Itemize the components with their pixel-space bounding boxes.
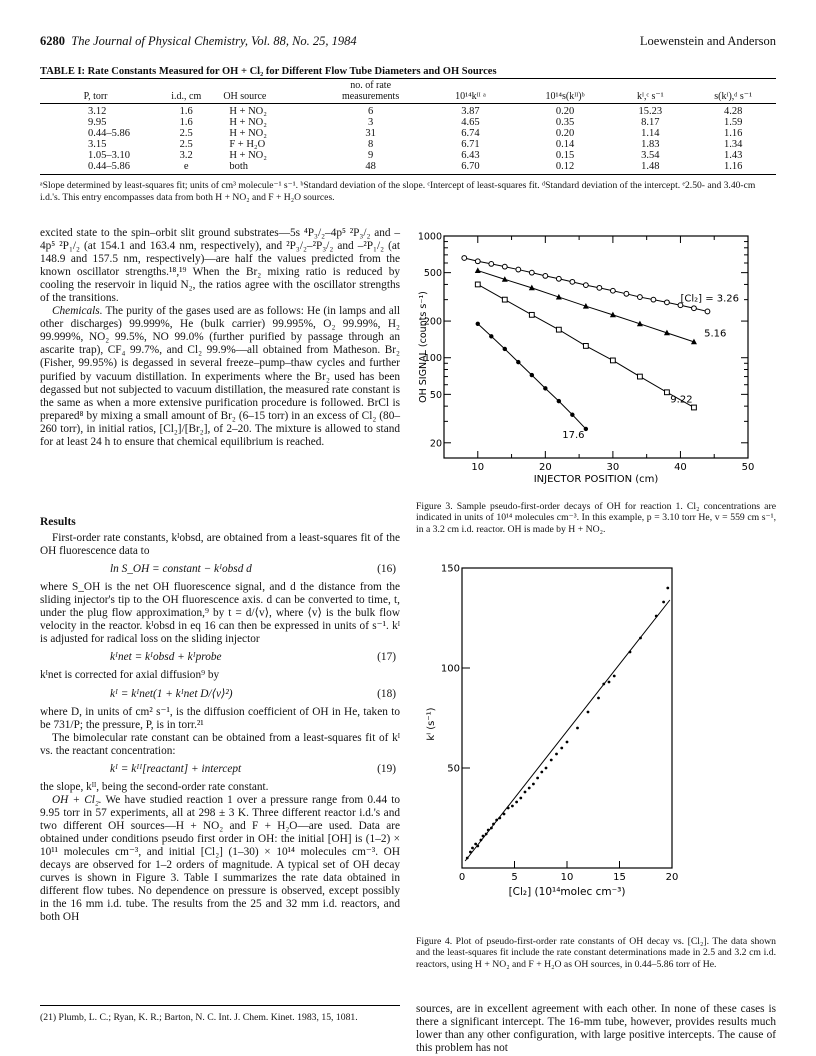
paragraph-sources: sources, are in excellent agreement with each other. In none of these cases is there a significant intercept. The 16-mm tube, however, provides results much lower than any other configuration, with large positive intercepts. The cause of this problem has not [416,1003,776,1055]
table-cell: 0.14 [555,139,575,150]
table-cell: 9 [367,150,374,161]
table-cell: 1.34 [723,139,743,150]
y-tick-label: 150 [440,563,460,575]
x-axis-label: INJECTOR POSITION (cm) [533,474,659,485]
data-point [511,805,514,808]
x-tick-label: 20 [665,872,679,883]
table-cell: 6.43 [461,150,480,161]
table-cell: 6.70 [421,161,520,175]
data-point [560,747,563,750]
equation-16 [40,563,400,576]
data-point [587,711,590,714]
table-cell: 1.6 [179,117,193,128]
table-row [40,104,776,118]
x-tick-label: 10 [471,462,485,473]
table-row [40,128,776,139]
figure-4-caption: Figure 4. Plot of pseudo-first-order rate constants of OH decay vs. [Cl₂]. The data shown and the least-squares fit include the rate constant determinations made in 2.5 and 3.2 cm i.d. reactors, using H + NO₂ and F + H₂O as OH sources, in 0.44–5.86 torr of He. [416,936,776,970]
paragraph-slope: the slope, kᴵᴵ, being the second-order rate constant. [40,780,269,793]
table-cell: 1.6 [179,106,193,117]
paragraph-signal: where S_OH is the net OH fluorescence signal, and d the distance from the sliding injector's tip to the OH fluorescence axis. d can be converted to time, t, under the plug flow approximation,⁹ by t = d/⟨v⟩, where ⟨v⟩ is the bulk flow velocity in the reactor. kᴵobsd in eq 16 can then be expressed in units of s⁻¹. kᴵ is adjusted for radical loss on the sliding injector [40,581,400,646]
y-axis-label: kᴵ (s⁻¹) [426,707,437,741]
table-column-header: 10¹⁴kᴵᴵ ᵃ [421,79,520,104]
table-cell: 0.20 [555,128,575,139]
equation-16-number: (16) [377,563,396,576]
data-point [536,777,539,780]
table-cell: 2.5 [179,139,193,150]
data-point [610,358,615,363]
data-point [487,829,490,832]
table-cell: 0.20 [555,106,575,117]
data-point [476,322,480,326]
data-point [638,374,643,379]
data-point [692,306,697,311]
data-point [489,334,493,338]
data-point [638,295,643,300]
table-cell: 8 [367,139,374,150]
table-cell: 1.16 [690,161,776,175]
rate-constant-table [40,78,776,175]
table-cell: 6.71 [461,139,480,150]
table-row [40,161,776,175]
table-cell: 0.44–5.86 [88,128,130,139]
y-tick-label: 100 [423,353,442,365]
data-point [583,344,588,349]
data-point [540,771,543,774]
table-cell: 3.15 [88,139,107,150]
data-point [528,787,531,790]
table-cell: 15.23 [638,106,663,117]
equation-18-body: kᴵ = kᴵnet(1 + kᴵnet D/⟨v⟩²) [110,687,233,700]
data-point [495,819,498,822]
table-cell: 0.44–5.86 [40,161,151,175]
table-cell: 3.12 [88,106,107,117]
table-header-row [40,79,776,104]
table-cell: 0.12 [520,161,610,175]
data-point [529,270,534,275]
data-point [489,261,494,266]
page-header [40,34,776,49]
data-point [665,300,670,305]
figure-3-caption: Figure 3. Sample pseudo-first-order decays of OH for reaction 1. Cl₂ concentrations are indicated in units of 10¹⁴ molecules cm⁻³. In this example, p = 3.10 torr He, v = 559 cm s⁻¹, in a 3.2 cm i.d. reactor. OH is made by H + NO₂. [416,501,776,535]
data-point [555,753,558,756]
table-column-header: i.d., cm [151,79,221,104]
y-tick-label: 200 [423,316,442,328]
x-tick-label: 0 [458,872,466,883]
table-cell: 6 [367,106,374,117]
paragraph-diffusion: where D, in units of cm² s⁻¹, is the diffusion coefficient of OH in He, taken to be 731/P; the pressure, P, is in torr.²¹ [40,705,400,731]
paragraph-chemicals [40,305,400,449]
y-tick-label: 20 [429,438,442,450]
data-point [490,827,493,830]
data-point [475,259,480,264]
table-column-header: no. of rate measurements [320,79,421,104]
x-tick-label: 10 [560,872,574,883]
paragraph-oscillator: excited state to the spin–orbit slit ground substrates—5s ⁴P₃/₂–4p⁵ ²P₃/₂ and –4p⁵ ²P₁/₂ (at 154.1 and 163.4 nm, respectively), and ²P₃/₂–²P₃/₂ and –²P₁/₂ (at 148.9 and 157.5 nm, respectively)—are half the values predicted from the known oscillator strengths.¹⁸,¹⁹ When the Br₂ mixing ratio is reduced by cooling the reservoir in liquid N₂, the ratios agree with the oscillator strengths of the transitions. [40,227,400,305]
x-tick-label: 5 [511,872,518,883]
data-point [624,291,629,296]
y-tick-label: 50 [429,389,442,401]
data-point [651,297,656,302]
data-point [639,637,642,640]
data-point [629,651,632,654]
journal-title: The Journal of Physical Chemistry, Vol. 88, No. 25, 1984 [71,34,357,48]
series-label: 9.22 [670,394,693,406]
chemicals-lead: Chemicals. [52,305,103,318]
table-cell: H + NO₂ [229,150,267,161]
table-cell: 3.2 [179,150,193,161]
paragraph-bimolecular: The bimolecular rate constant can be obtained from a least-squares fit of kᴵ vs. the reactant concentration: [40,731,400,757]
x-tick-label: 40 [674,462,687,473]
data-point [583,283,588,288]
data-point [532,783,535,786]
chemicals-text: The purity of the gases used are as follows: He (in lamps and all other discharges) 99.999%, He (bulk carrier) 99.995%, O₂ 99.99%, H₂ 99.999%, NO₂ 99.5%, NO 99.0% (further purified by passage through an ascarite trap), CF₄ 99.7%, and Cl₂ 99.9%—all obtained from Matheson. Br₂ (Fisher, 99.95%) is degassed in several freeze–pump–thaw cycles and further purified by vacuum distillation. In experiments where the Br₂ used has been degassed but not subjected to vacuum distillation, the measured rate constant is the same as when a more extensive purification procedure is followed. BrCl is prepared⁸ by mixing a small amount of Br₂ (6–15 torr) in an excess of Cl₂ (80–260 torr), in initial ratios, [Cl₂]/[Br₂], of 2–20. The mixture is allowed to stand for at least 24 h to ensure that chemical equilibrium is reached. [40,305,400,448]
table-cell: H + NO₂ [229,106,267,117]
equation-17-number: (17) [377,651,396,664]
data-point [466,857,469,860]
data-point [471,847,474,850]
data-point [507,807,510,810]
x-axis-label: [Cl₂] (10¹⁴molec cm⁻³) [508,886,626,898]
table-cell: 0.15 [555,150,575,161]
y-tick-label: 1000 [417,231,442,243]
table-cell: 1.16 [723,128,743,139]
equation-16-body: ln S_OH = constant − kᴵobsd d [110,563,252,576]
y-tick-label: 100 [440,663,460,675]
data-point [503,813,506,816]
table-cell: 6.74 [461,128,480,139]
x-tick-label: 20 [538,462,552,473]
data-point [485,833,488,836]
table-row [40,117,776,128]
table-column-header: 10¹⁴s(kᴵᴵ)ᵇ [520,79,610,104]
table-cell: 1.83 [641,139,660,150]
y-tick-label: 500 [423,268,442,280]
data-point [566,741,569,744]
data-point [475,282,480,287]
data-point [529,312,534,317]
data-point [519,797,522,800]
results-heading: Results [40,516,76,528]
table-cell: H + NO₂ [229,117,267,128]
table-cell: both [221,161,320,175]
data-point [524,791,527,794]
left-column-top [40,227,400,449]
table-cell: 1.48 [610,161,690,175]
table-cell: e [151,161,221,175]
table-cell: H + NO₂ [229,128,267,139]
paragraph-oh-cl2 [40,794,400,924]
table-cell: 1.43 [723,150,743,161]
y-axis-label: OH SIGNAL (counts s⁻¹) [418,291,429,403]
data-point [665,390,670,395]
table-caption: TABLE I: Rate Constants Measured for OH + Cl₂ for Different Flow Tube Diameters and OH Sources [40,66,497,77]
x-tick-label: 15 [613,872,626,883]
fit-line [465,600,670,861]
paragraph-first-order: First-order rate constants, kᴵobsd, are obtained from a least-squares fit of the OH fluorescence data to [40,532,400,558]
equation-19-number: (19) [377,762,396,775]
table-column-header: s(kᴵ),ᵈ s⁻¹ [690,79,776,104]
data-point [610,288,615,293]
data-point [516,360,520,364]
figure-4-chart [416,560,776,932]
series-label: 17.6 [562,429,585,441]
x-tick-label: 30 [606,462,620,473]
data-point [476,845,479,848]
table-cell: F + H₂O [229,139,266,150]
table-row [40,139,776,150]
data-point [543,274,548,279]
data-point [666,587,669,590]
table-cell: 3.54 [641,150,660,161]
data-point [556,327,561,332]
footnote-reference-21: (21) Plumb, L. C.; Ryan, K. R.; Barton, N. C. Int. J. Chem. Kinet. 1983, 15, 1081. [40,1005,400,1024]
data-point [462,256,467,261]
figure-3-chart [416,228,776,500]
data-point [502,264,507,269]
table-cell: 2.5 [179,128,193,139]
data-point [469,851,472,854]
data-point [475,267,481,273]
table-column-header: OH source [221,79,320,104]
table-cell: 48 [320,161,421,175]
y-tick-label: 50 [447,763,460,775]
table-row [40,150,776,161]
data-point [570,279,575,284]
equation-19-body: kᴵ = kᴵᴵ[reactant] + intercept [110,762,242,775]
equation-19 [40,763,400,776]
running-authors: Loewenstein and Anderson [639,34,776,48]
data-point [482,835,485,838]
equation-17-body: kᴵnet = kᴵobsd + kᴵprobe [110,651,222,664]
data-point [516,267,521,272]
table-cell: 1.14 [641,128,660,139]
x-tick-label: 50 [741,462,755,473]
series-label: [Cl₂] = 3.26 [680,293,740,305]
table-cell: 3.87 [461,106,480,117]
data-point [550,759,553,762]
data-point [515,801,518,804]
data-point [597,285,602,290]
data-point [613,675,616,678]
data-point [655,615,658,618]
data-point [608,681,611,684]
data-point [545,767,548,770]
data-point [498,817,501,820]
oh-cl2-text: We have studied reaction 1 over a pressure range from 0.44 to 9.95 torr in 57 experiments, all at 298 ± 3 K. Three different reactor i.d.'s and two different OH sources—H + NO₂ and F + H₂O—are used. Data are obtained under conditions pseudo first order in OH: the initial [OH] is (1–2) × 10¹¹ molecules cm⁻³, and initial [Cl₂] (1–30) × 10¹⁴ molecules cm⁻³. OH decays are observed for 1–2 orders of magnitude. A typical set of OH decay curves is shown in Figure 3. Table I summarizes the rate data obtained in different flow tubes. No dependence on pressure is observed, except possibly in the 16 mm i.d. tube. The results from the 25 and 32 mm i.d. reactors, and both OH [40,793,401,924]
data-point [480,839,483,842]
table-cell: 0.35 [555,117,575,128]
oh-cl2-lead: OH + Cl₂. [52,793,102,806]
data-point [570,413,574,417]
series-label: 5.16 [704,328,727,340]
data-point [662,601,665,604]
table-footnote: ᵃSlope determined by least-squares fit; units of cm³ molecule⁻¹ s⁻¹. ᵇStandard deviation of the slope. ᶜIntercept of least-squares fit. ᵈStandard deviation of the intercept. ᵉ2.50- and 3.40-cm i.d.'s. This entry encompasses data from both H + NO₂ and F + H₂O sources. [40,180,756,203]
data-point [503,347,507,351]
data-point [556,276,561,281]
plot-frame [444,236,748,458]
table-cell: 9.95 [88,117,107,128]
table-cell: 31 [365,128,376,139]
data-point [492,823,495,826]
table-cell: 1.05–3.10 [88,150,130,161]
table-cell: 1.59 [723,117,743,128]
equation-17 [40,651,400,664]
data-point [597,697,600,700]
equation-18-number: (18) [377,687,396,700]
table-column-header: kᴵ,ᶜ s⁻¹ [610,79,690,104]
data-point [576,727,579,730]
data-point [557,399,561,403]
data-point [530,373,534,377]
right-column-bottom [416,1003,776,1055]
table-cell: 3 [367,117,374,128]
data-point [543,386,547,390]
paragraph-axial: kᴵnet is corrected for axial diffusion⁹ by [40,669,220,682]
table-column-header: P, torr [40,79,151,104]
left-column-results [40,512,400,924]
table-cell: 4.65 [461,117,480,128]
data-point [705,309,710,314]
data-point [474,843,477,846]
equation-18 [40,688,400,701]
data-point [692,405,697,410]
table-cell: 8.17 [641,117,660,128]
data-point [602,683,605,686]
table-cell: 4.28 [723,106,743,117]
page-number: 6280 [40,34,65,48]
data-point [502,297,507,302]
